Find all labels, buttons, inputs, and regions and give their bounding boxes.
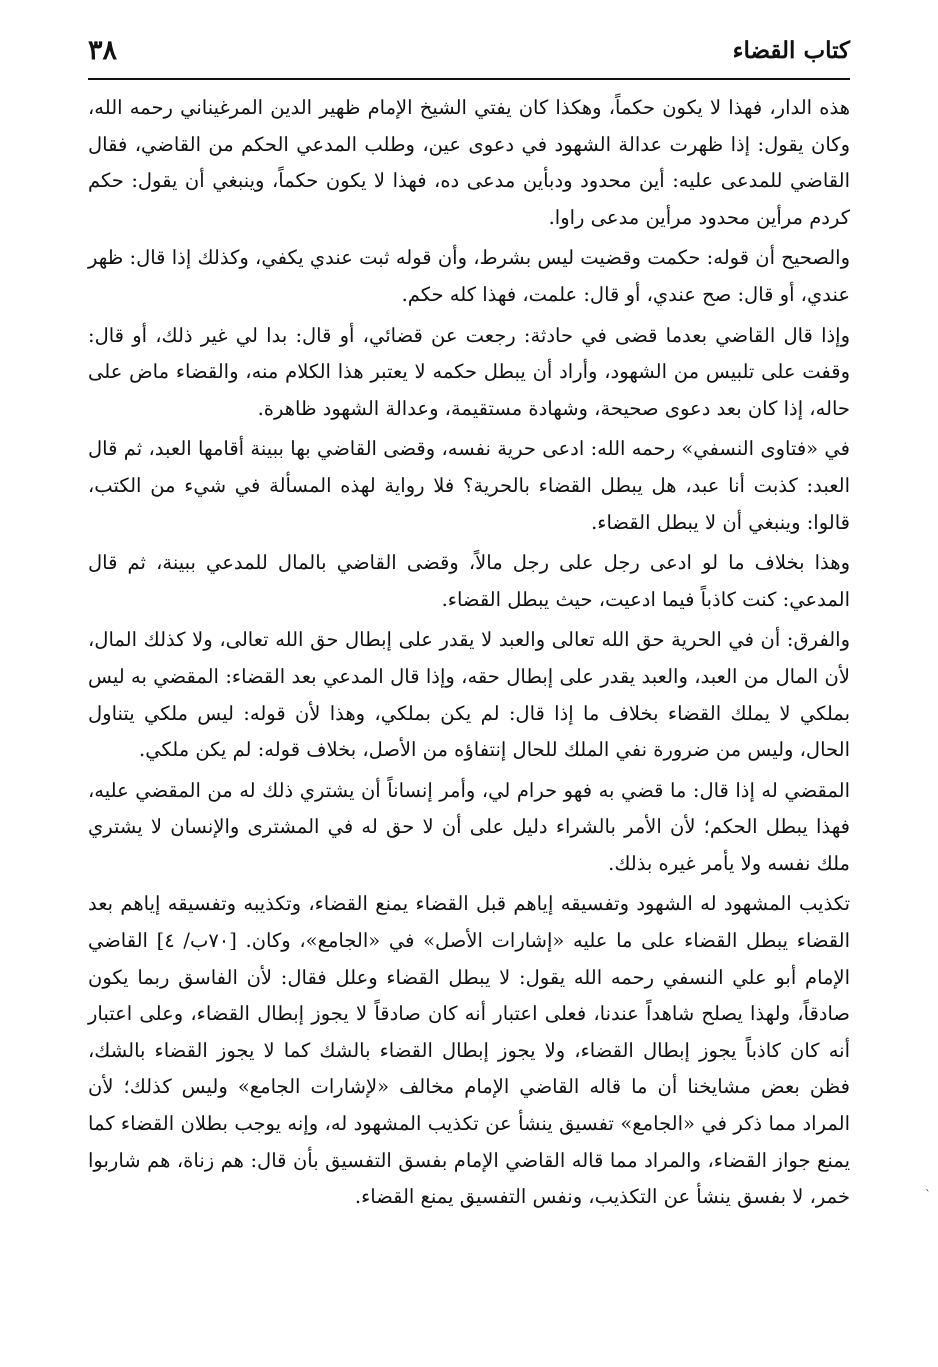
paragraph-7: المقضي له إذا قال: ما قضي به فهو حرام لي، وأمر إنساناً أن يشتري ذلك له من المقضي عليه، فهذا يبطل الحكم؛ لأن الأمر بالشراء دليل على أن لا حق له في المشترى والإنسان لا يشتري ملك نفسه ولا يأمر غيره بذلك.	[88, 778, 850, 875]
paragraph-2: والصحيح أن قوله: حكمت وقضيت ليس بشرط، وأن قوله ثبت عندي يكفي، وكذلك إذا قال: ظهر عندي، أو قال: صح عندي، أو قال: علمت، فهذا كله حكم.	[88, 246, 850, 306]
page-header	[88, 30, 850, 70]
paragraph-8: تكذيب المشهود له الشهود وتفسيقه إياهم قبل القضاء يمنع القضاء، وتكذيبه وتفسيقه إياهم بعد القضاء يبطل القضاء على ما عليه «إشارات الأصل» في «الجامع»، وكان. [٧٠ب/ ٤] القاضي الإمام أبو علي النسفي رحمه الله يقول: لا يبطل القضاء وعلل فقال: لأن الفاسق ربما يكون صادقاً، ولهذا يصلح شاهداً عندنا، فعلى اعتبار أنه كان صادقاً لا يجوز إبطال القضاء، وعلى اعتبار أنه كان كاذباً يجوز إبطال القضاء، ولا يجوز إبطال القضاء بالشك كما لا يجوز القضاء بالشك، فظن بعض مشايخنا أن ما قاله القاضي الإمام مخالف «لإشارات الجامع» وليس كذلك؛ لأن المراد مما ذكر في «الجامع» تفسيق ينشأ عن تكذيب المشهود له، وإنه يوجب بطلان القضاء كما يمنع جواز القضاء، والمراد مما قاله القاضي الإمام بفسق التفسيق بأن قال: هم زناة، هم شاربوا خمر، لا بفسق ينشأ عن التكذيب، ونفس التفسيق يمنع القضاء.	[88, 892, 850, 1209]
main-text	[88, 90, 850, 1220]
page-number: ٣٨	[88, 34, 118, 66]
paragraph-5: وهذا بخلاف ما لو ادعى رجل على رجل مالاً، وقضى القاضي بالمال للمدعي ببينة، ثم قال المدعي: كنت كاذباً فيما ادعيت، حيث يبطل القضاء.	[88, 551, 850, 611]
paragraph-1: هذه الدار، فهذا لا يكون حكماً، وهكذا كان يفتي الشيخ الإمام ظهير الدين المرغيناني رحمه الله، وكان يقول: إذا ظهرت عدالة الشهود في دعوى عين، وطلب المدعي الحكم من القاضي، فقال القاضي للمدعى عليه: أين محدود ودبأين مدعى ده، فهذا لا يكون حكماً، وينبغي أن يقول: حكم كردم مرأين محدود مرأين مدعى راوا.	[88, 96, 850, 229]
margin-mark: `	[925, 1188, 931, 1202]
running-title: كتاب القضاء	[732, 36, 850, 64]
paragraph-3: وإذا قال القاضي بعدما قضى في حادثة: رجعت عن قضائي، أو قال: بدا لي غير ذلك، أو قال: وقفت على تلبيس من الشهود، وأراد أن يبطل حكمه لا يعتبر هذا الكلام منه، والقضاء ماض على حاله، إذا كان بعد دعوى صحيحة، وشهادة مستقيمة، وعدالة الشهود ظاهرة.	[88, 323, 850, 420]
paragraph-6: والفرق: أن في الحرية حق الله تعالى والعبد لا يقدر على إبطال حق الله تعالى، ولا كذلك المال، لأن المال من العبد، والعبد يقدر على إبطال حقه، وإذا قال المدعي بعد القضاء: المقضي به ليس بملكي لا يملك القضاء بخلاف ما إذا قال: لم يكن بملكي، وهذا لأن قوله: ليس ملكي يتناول الحال، وليس من ضرورة نفي الملك للحال إنتفاؤه من الأصل، بخلاف قوله: لم يكن ملكي.	[88, 628, 850, 762]
header-rule	[88, 78, 850, 80]
paragraph-4: في «فتاوى النسفي» رحمه الله: ادعى حرية نفسه، وقضى القاضي بها ببينة أقامها العبد، ثم قال العبد: كذبت أنا عبد، هل يبطل القضاء بالحرية؟ فلا رواية لهذه المسألة في شيء من الكتب، قالوا: وينبغي أن لا يبطل القضاء.	[88, 437, 850, 534]
